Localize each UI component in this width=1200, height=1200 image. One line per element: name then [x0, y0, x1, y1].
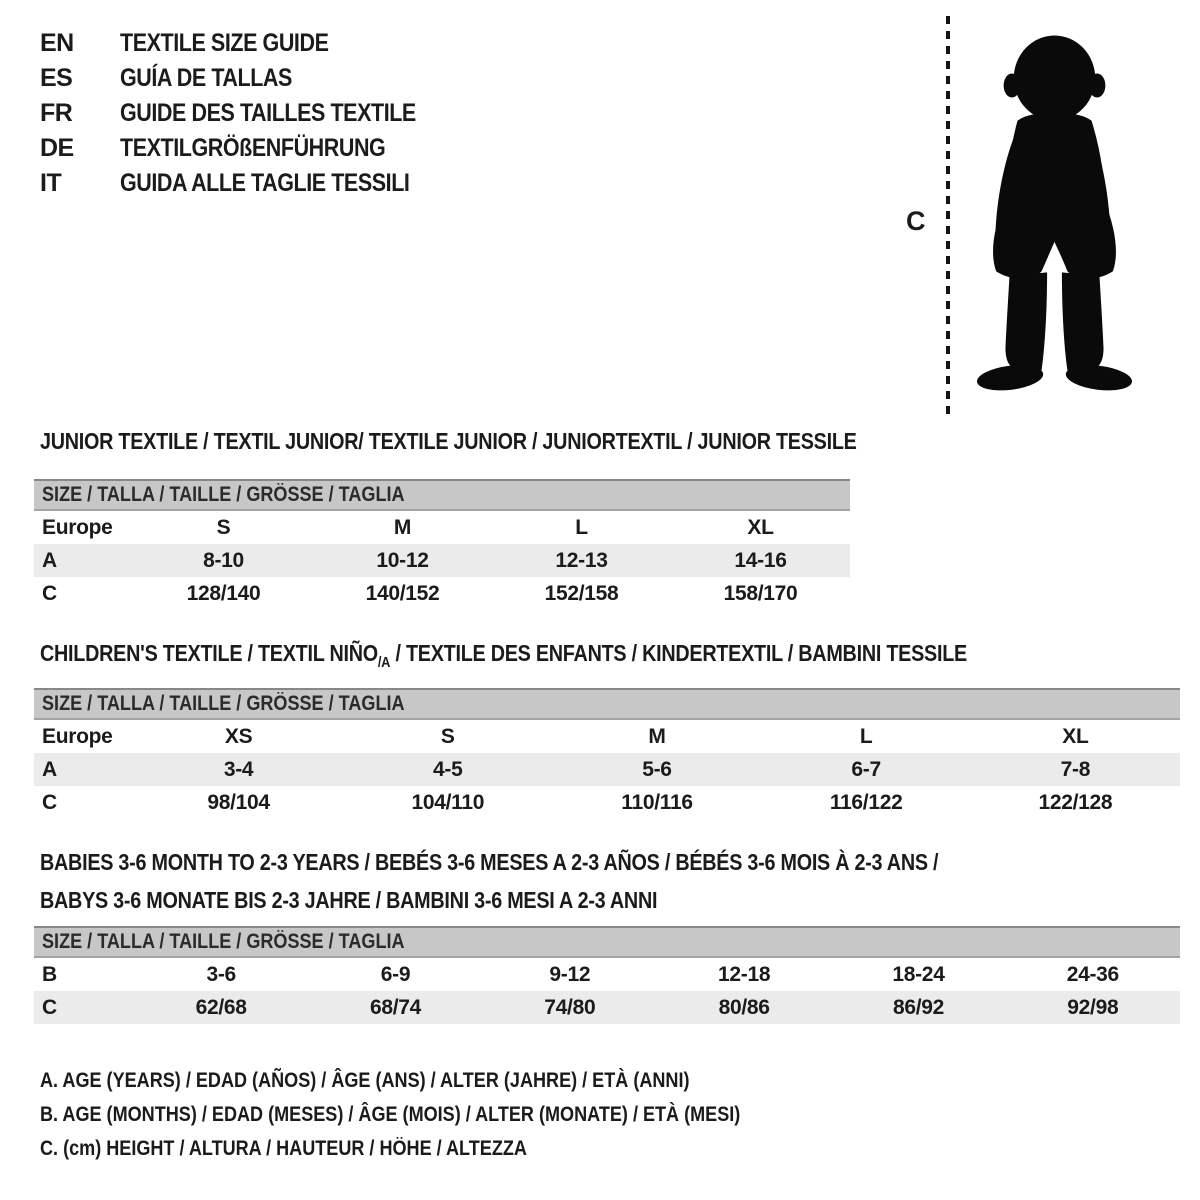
age-cell: 6-7: [851, 757, 881, 781]
age-cell: 10-12: [376, 548, 429, 572]
size-cell: M: [648, 724, 666, 748]
size-header-bar: [34, 688, 1180, 720]
height-cell: 122/128: [1038, 790, 1113, 814]
legend-line-a: [40, 1064, 854, 1098]
height-cell: 152/158: [544, 581, 619, 605]
section-title-children-text: [40, 640, 967, 671]
lang-code: EN: [40, 29, 74, 57]
language-header: [40, 26, 464, 201]
height-cell: 116/122: [829, 790, 903, 814]
age-cell: 4-5: [433, 757, 463, 781]
row-label: B: [42, 962, 57, 986]
lang-code: DE: [40, 134, 74, 162]
size-header-text: SIZE / TALLA / TAILLE / GRÖSSE / TAGLIA: [42, 483, 405, 506]
legend-line-a-text: A. AGE (YEARS) / EDAD (AÑOS) / ÂGE (ANS) / ALTER (JAHRE) / ETÀ (ANNI): [40, 1069, 690, 1092]
size-cell: XL: [1062, 724, 1089, 748]
table-row-height: [34, 577, 850, 610]
age-cell: 12-13: [555, 548, 608, 572]
children-title-sub: /A: [377, 654, 391, 671]
section-title-junior: [40, 428, 990, 455]
lang-code: FR: [40, 99, 73, 127]
height-cell: 128/140: [186, 581, 261, 605]
legend-line-c: [40, 1132, 854, 1166]
height-cell: 80/86: [718, 995, 770, 1019]
size-cell: M: [393, 515, 412, 539]
table-row-height: [34, 991, 1180, 1024]
lang-label: TEXTILGRÖßENFÜHRUNG: [120, 134, 386, 162]
height-dashed-line: [946, 16, 950, 416]
toddler-silhouette: [962, 14, 1147, 416]
lang-label: GUIDE DES TAILLES TEXTILE: [120, 99, 416, 127]
lang-code: ES: [40, 64, 73, 92]
height-cell: 140/152: [365, 581, 440, 605]
children-title-pre: CHILDREN'S TEXTILE / TEXTIL NIÑO: [40, 640, 378, 666]
size-header-text: SIZE / TALLA / TAILLE / GRÖSSE / TAGLIA: [42, 930, 405, 953]
row-label: Europe: [42, 724, 113, 748]
lang-row-en: [40, 26, 464, 61]
babies-size-table: [34, 926, 1180, 1024]
legend-line-b: [40, 1098, 854, 1132]
months-cell: 18-24: [892, 962, 945, 986]
months-cell: 24-36: [1066, 962, 1119, 986]
legend-line-c-text: C. (cm) HEIGHT / ALTURA / HAUTEUR / HÖHE / ALTEZZA: [40, 1137, 527, 1160]
size-header-text: SIZE / TALLA / TAILLE / GRÖSSE / TAGLIA: [42, 692, 405, 715]
lang-code: IT: [40, 169, 62, 197]
age-cell: 14-16: [734, 548, 787, 572]
row-label: Europe: [42, 515, 113, 539]
lang-label: GUÍA DE TALLAS: [120, 64, 292, 92]
size-header-bar: [34, 479, 850, 511]
months-cell: 12-18: [718, 962, 771, 986]
row-label: C: [42, 581, 57, 605]
lang-row-fr: [40, 96, 464, 131]
height-cell: 104/110: [411, 790, 485, 814]
height-cell: 98/104: [207, 790, 270, 814]
table-row-age: [34, 544, 850, 577]
babies-title-line2-text: BABYS 3-6 MONATE BIS 2-3 JAHRE / BAMBINI 3-6 MESI A 2-3 ANNI: [40, 887, 658, 913]
age-cell: 7-8: [1060, 757, 1091, 781]
age-cell: 8-10: [203, 548, 244, 572]
lang-label: TEXTILE SIZE GUIDE: [120, 29, 329, 57]
size-cell: L: [575, 515, 588, 539]
babies-table: [34, 958, 1180, 1024]
height-cell: 68/74: [369, 995, 422, 1019]
height-cell: 158/170: [723, 581, 798, 605]
age-cell: 3-4: [223, 757, 254, 781]
children-table: [34, 720, 1180, 819]
junior-size-table: [34, 479, 850, 610]
table-row-europe: [34, 511, 850, 544]
size-cell: S: [440, 724, 455, 748]
section-title-babies-line2: [40, 887, 758, 914]
height-cell: 110/116: [621, 790, 693, 814]
height-measure-label: C: [906, 206, 926, 236]
months-cell: 6-9: [380, 962, 411, 986]
table-row-months: [34, 958, 1180, 991]
section-title-babies-line1: [40, 849, 1085, 876]
section-title-junior-text: JUNIOR TEXTILE / TEXTIL JUNIOR/ TEXTILE JUNIOR / JUNIORTEXTIL / JUNIOR TESSILE: [40, 428, 857, 454]
section-title-children: [40, 640, 1118, 671]
height-cell: 74/80: [544, 995, 596, 1019]
lang-row-es: [40, 61, 464, 96]
size-cell: XL: [747, 515, 774, 539]
size-cell: XS: [224, 724, 253, 748]
months-cell: 3-6: [206, 962, 236, 986]
table-row-age: [34, 753, 1180, 786]
lang-row-de: [40, 131, 464, 166]
legend: [40, 1064, 854, 1166]
size-cell: L: [859, 724, 873, 748]
size-header-bar: [34, 926, 1180, 958]
children-size-table: [34, 688, 1180, 819]
lang-row-it: [40, 166, 464, 201]
age-cell: 5-6: [642, 757, 672, 781]
lang-label: GUIDA ALLE TAGLIE TESSILI: [120, 169, 410, 197]
row-label: A: [42, 548, 57, 572]
row-label: C: [42, 790, 57, 814]
row-label: C: [42, 995, 57, 1019]
months-cell: 9-12: [549, 962, 591, 986]
table-row-height: [34, 786, 1180, 819]
junior-table: [34, 511, 850, 610]
height-cell: 86/92: [892, 995, 944, 1019]
children-title-post: / TEXTILE DES ENFANTS / KINDERTEXTIL / BAMBINI TESSILE: [390, 640, 967, 666]
legend-line-b-text: B. AGE (MONTHS) / EDAD (MESES) / ÂGE (MOIS) / ALTER (MONATE) / ETÀ (MESI): [40, 1103, 741, 1126]
height-cell: 92/98: [1067, 995, 1119, 1019]
table-row-europe: [34, 720, 1180, 753]
height-cell: 62/68: [195, 995, 247, 1019]
babies-title-line1-text: BABIES 3-6 MONTH TO 2-3 YEARS / BEBÉS 3-6 MESES A 2-3 AÑOS / BÉBÉS 3-6 MOIS À 2-3 ANS /: [40, 849, 939, 875]
row-label: A: [42, 757, 57, 781]
size-cell: S: [216, 515, 231, 539]
